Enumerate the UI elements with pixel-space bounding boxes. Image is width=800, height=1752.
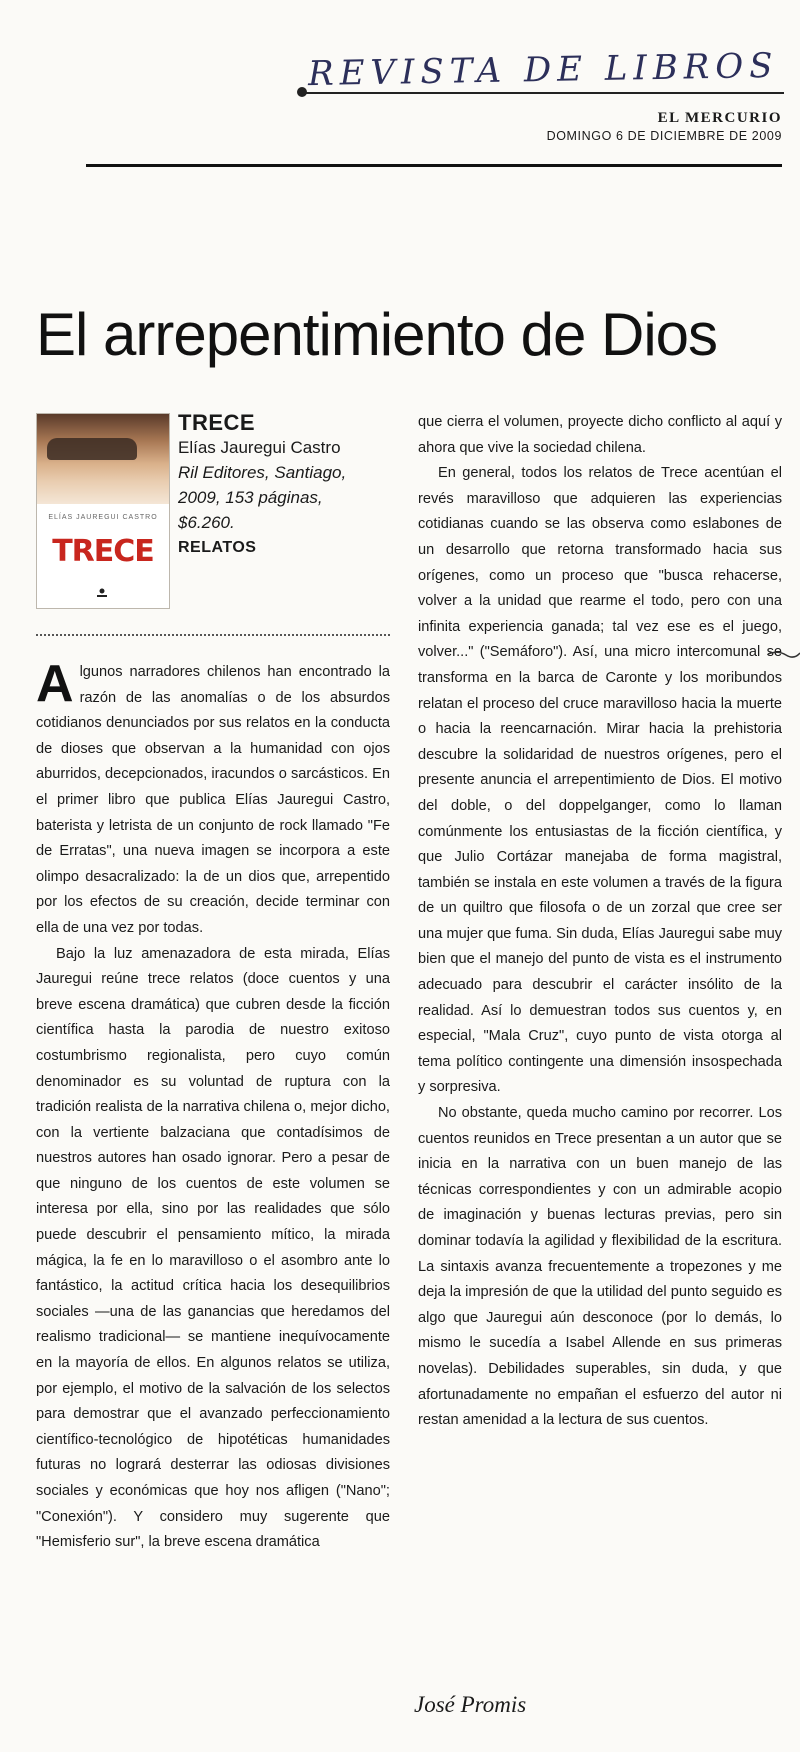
underline-dot [297, 87, 307, 97]
margin-mark-icon [766, 648, 800, 660]
masthead [547, 110, 782, 143]
publisher-logo-icon [95, 588, 109, 598]
cover-title-label: TRECE [52, 534, 154, 569]
paragraph [36, 655, 390, 942]
book-genre: RELATOS [178, 539, 257, 556]
paragraph: Bajo la luz amenazadora de esta mirada, Elías Jauregui reúne trece relatos (doce cuentos y una breve escena dramática) que cubren desde la ficción científica hasta la parodia de nuestro exitoso costumbrismo regionalista, pero cuyo común denominador es su voluntad de ruptura con la tradición realista de la narrativa chilena o, mejor dicho, con la vertiente balzaciana que contadísimos de nuestros autores han osado ignorar. Pero a pesar de que ninguno de los cuentos de este volumen se interesa por ella, sino por las realidades que sólo puede descubrir el pensamiento mítico, la mirada mágica, la fe en lo maravilloso o el asombro ante lo fantástico, la actitud crítica hacia los desequilibrios sociales —una de las ganancias que heredamos del realismo tradicional— se mantiene inequívocamente en la mayoría de ellos. En algunos relatos se utiliza, por ejemplo, el motivo de la salvación de los selectos para demostrar que el avanzado perfeccionamiento científico-tecnológico de hipotéticas humanidades futuras no logrará desterrar las odiosas divisiones sociales y económicas que hoy nos afligen ("Nano"; "Conexión"). Y considero muy sugerente que "Hemisferio sur", la breve escena dramática [36, 945, 390, 1551]
cover-author-label: ELÍAS JAUREGUI CASTRO [48, 514, 158, 521]
cover-photo-detail [47, 438, 137, 460]
handwritten-note: REVISTA DE LIBROS [307, 45, 779, 95]
handwritten-underline [302, 92, 784, 94]
byline: José Promis [414, 1692, 527, 1717]
section-divider [36, 634, 390, 636]
paragraph: No obstante, queda mucho camino por recorrer. Los cuentos reunidos en Trece presentan a un autor que se inicia en la narrativa con un buen manejo de las técnicas correspondientes y con un admirable acopio de imaginación y buenas lecturas previas, pero sin dominar todavía la agilidad y flexibilidad de la escritura. La sintaxis avanza frecuentemente a tropezones y me deja la impresión de que la utilidad del punto seguido es algo que Jauregui aún desconoce (por lo demás, lo mismo le sucedía a Isabel Allende en sus primeras novelas). Debilidades superables, sin duda, y que afortunadamente no empañan el esfuerzo del autor ni restan amenidad a la lectura de sus cuentos. [418, 1105, 782, 1429]
paragraph: que cierra el volumen, proyecte dicho conflicto al aquí y ahora que vive la sociedad chilena. [418, 414, 782, 456]
book-info [178, 410, 383, 560]
article-column-left [36, 655, 390, 1556]
book-publication-info: Ril Editores, Santiago, 2009, 153 páginas, $6.260. [178, 463, 347, 532]
article-column-right [418, 410, 782, 1434]
paragraph-text: lgunos narradores chilenos han encontrado la razón de las anomalías o de los absurdos cotidianos denunciados por sus relatos en la conducta de dioses que observan a la humanidad con ojos aburridos, decepcionados, iracundos o sarcásticos. En el primer libro que publica Elías Jauregui Castro, baterista y letrista de un conjunto de rock llamado "Fe de Erratas", una nueva imagen se incorpora a este olimpo desacralizado: la de un dios que, arrepentido por los efectos de su creación, decide terminar con ella de una vez por todas. [36, 664, 390, 936]
book-title: TRECE [178, 410, 256, 435]
publication-date: DOMINGO 6 DE DICIEMBRE DE 2009 [546, 129, 782, 143]
dropcap: A [36, 655, 74, 713]
book-author: Elías Jauregui Castro [178, 438, 341, 457]
paragraph: En general, todos los relatos de Trece acentúan el revés maravilloso que adquieren las experiencias cotidianas cuando se las observa como eslabones de un desarrollo que retorna transformado hacia sus orígenes, como un proceso que "busca rehacerse, volver a la unidad que rearme el todo, pero con una infinita experiencia ganada; tal vez ese es el juego, volver..." ("Semáforo"). Así, una micro intercomunal se transforma en la barca de Caronte y los moribundos relatan el proceso del cruce maravilloso hacia la muerte o hacia la reencarnación. Mirar hacia la prehistoria descubre la solidaridad de nuestros orígenes, pero el presente anuncia el arrepentimiento de Dios. El motivo del doble, o del doppelganger, como lo llaman comúnmente los entusiastas de la ficción científica, y que Julio Cortázar manejaba de forma magistral, también se instala en este volumen a través de la figura de un quiltro que filosofa o de un zorzal que cree ser una mujer que fuma. Sin duda, Elías Jauregui sabe muy bien que el manejo del punto de vista es el instrumento adecuado para descubrir el carácter insólito de la realidad. Así lo demuestran todos sus cuentos y, en especial, "Mala Cruz", cuyo punto de vista otorga al tema político contingente una dimensión insospechada y sorpresiva. [418, 465, 782, 1096]
publication-name: EL MERCURIO [657, 110, 782, 126]
article-title: El arrepentimiento de Dios [36, 301, 718, 368]
header-rule [86, 164, 782, 167]
book-cover [36, 413, 170, 609]
